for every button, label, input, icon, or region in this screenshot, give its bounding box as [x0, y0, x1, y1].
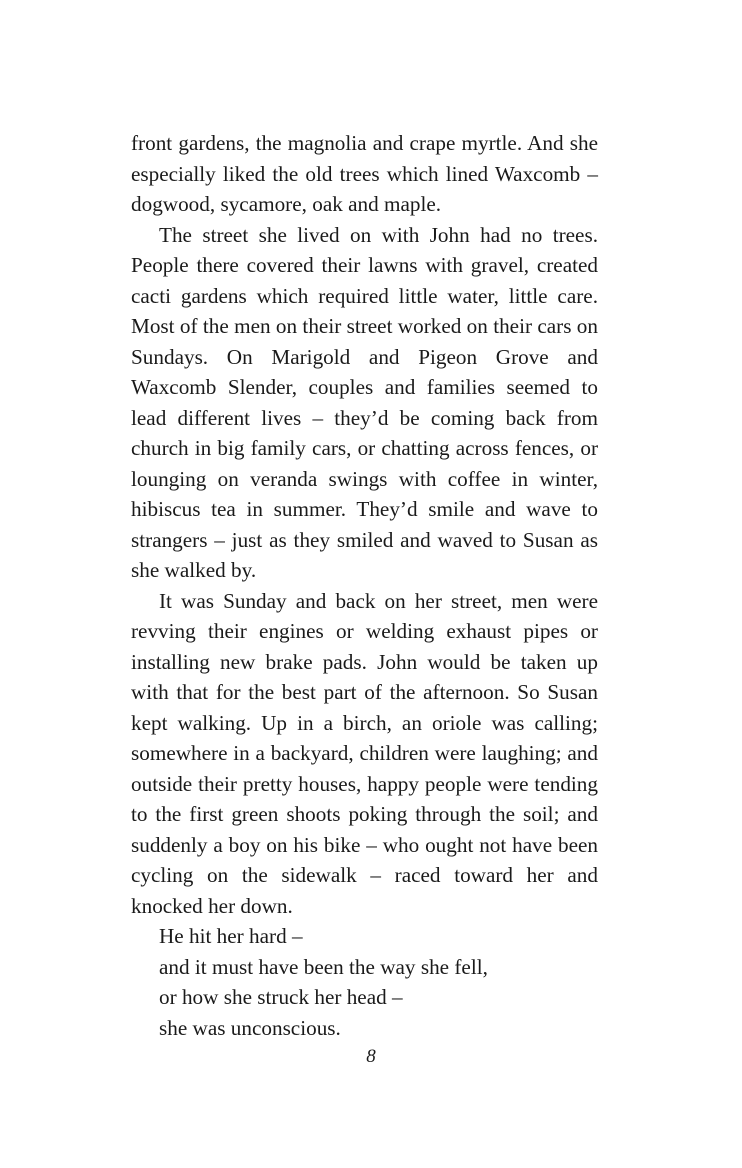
paragraph-street-no-trees: The street she lived on with John had no trees. People there covered their lawns with gravel, created cacti gardens which required little water, little care. Most of the men on their street worked on their cars on Sundays. On Marigold and Pigeon Grove and Waxcomb Slender, couples and families seemed to lead different lives – they’d be coming back from church in big family cars, or chatting across fences, or lounging on veranda swings with coffee in winter, hibiscus tea in summer. They’d smile and wave to strangers – just as they smiled and waved to Susan as she walked by.	[131, 222, 598, 582]
line-hit-her-hard: He hit her hard –	[159, 924, 303, 948]
paragraph-sunday-walk: It was Sunday and back on her street, men were revving their engines or welding exhaust pipes or installing new brake pads. John would be taken up with that for the best part of the afternoon. So Susan kept walking. Up in a birch, an oriole was calling; somewhere in a backyard, children were laughing; and outside their pretty houses, happy people were tending to the first green shoots poking through the soil; and suddenly a boy on his bike – who ought not have been cycling on the sidewalk – raced toward her and knocked her down.	[131, 588, 598, 918]
line-unconscious: she was unconscious.	[159, 1015, 341, 1040]
paragraph-continued: front gardens, the magnolia and crape myrtle. And she especially liked the old trees which lined Waxcomb – dogwood, sycamore, oak and maple.	[131, 131, 598, 216]
line-struck-her-head: or how she struck her head –	[159, 985, 403, 1009]
line-way-she-fell: and it must have been the way she fell,	[159, 954, 488, 979]
page-number: 8	[366, 1046, 376, 1067]
page-body	[131, 128, 598, 1043]
